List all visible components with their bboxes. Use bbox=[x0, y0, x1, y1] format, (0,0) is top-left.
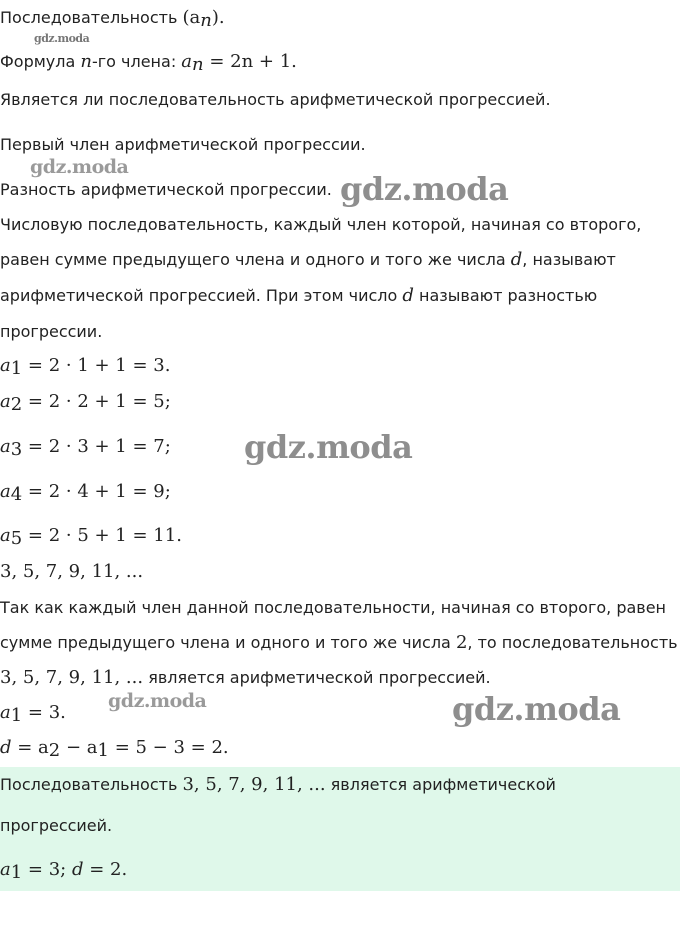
math: a bbox=[0, 391, 11, 412]
equation-a2 bbox=[0, 391, 171, 415]
explanation-line bbox=[0, 668, 491, 688]
math: = 3; bbox=[22, 859, 72, 880]
task-line-formula bbox=[0, 51, 297, 75]
math: a bbox=[181, 51, 193, 72]
watermark: gdz.moda bbox=[244, 428, 413, 466]
math: − a bbox=[60, 737, 98, 758]
math: a bbox=[0, 702, 11, 723]
math: = 2 · 4 + 1 = 9; bbox=[22, 481, 171, 502]
task-line-question: Является ли последовательность арифметической прогрессией. bbox=[0, 90, 551, 109]
math: = 3. bbox=[22, 702, 66, 723]
math-sub: 2 bbox=[10, 394, 23, 415]
math-sub: 2 bbox=[48, 740, 61, 761]
math: = 2. bbox=[83, 859, 128, 880]
math-sub: 1 bbox=[10, 705, 23, 726]
math: ). bbox=[211, 7, 225, 28]
math-sub: 1 bbox=[10, 358, 23, 379]
definition-line: Числовую последовательность, каждый член которой, начиная со второго, bbox=[0, 215, 642, 234]
math-sub: 5 bbox=[10, 528, 23, 549]
text: сумме предыдущего члена и одного и того же числа bbox=[0, 633, 456, 652]
math: = 2 · 5 + 1 = 11. bbox=[22, 525, 182, 546]
math: d bbox=[0, 737, 12, 758]
text: Последовательность bbox=[0, 775, 183, 794]
math: a bbox=[0, 355, 11, 376]
math: a bbox=[0, 525, 11, 546]
math: (a bbox=[182, 7, 201, 28]
explanation-line bbox=[0, 633, 678, 653]
equation-a3 bbox=[0, 436, 171, 460]
math: a bbox=[0, 481, 11, 502]
math-sub: n bbox=[192, 54, 204, 75]
math: a bbox=[0, 436, 11, 457]
text: равен сумме предыдущего члена и одного и того же числа bbox=[0, 250, 511, 269]
math: a bbox=[0, 859, 11, 880]
math: = 2 · 2 + 1 = 5; bbox=[22, 391, 171, 412]
equation-a4 bbox=[0, 481, 171, 505]
difference-line bbox=[0, 737, 229, 761]
math: d bbox=[71, 859, 84, 880]
text: является арифметической bbox=[325, 775, 556, 794]
watermark: gdz.moda bbox=[340, 170, 509, 208]
text: Формула bbox=[0, 52, 81, 71]
task-line-sequence bbox=[0, 7, 225, 31]
math: 2 bbox=[455, 632, 468, 653]
sequence-line: 3, 5, 7, 9, 11, ... bbox=[0, 561, 144, 582]
math: 3, 5, 7, 9, 11, ... bbox=[0, 667, 144, 688]
watermark: gdz.moda bbox=[34, 32, 90, 45]
math-sub: 3 bbox=[10, 439, 23, 460]
first-term-line bbox=[0, 702, 66, 726]
math: = 2 · 1 + 1 = 3. bbox=[22, 355, 171, 376]
math-sub: 1 bbox=[97, 740, 109, 761]
math: = 5 − 3 = 2. bbox=[108, 737, 229, 758]
answer-values-line bbox=[0, 859, 128, 883]
math: d bbox=[402, 285, 414, 306]
explanation-line: Так как каждый член данной последовательности, начиная со второго, равен bbox=[0, 598, 667, 617]
text: -го члена: bbox=[91, 52, 182, 71]
definition-line bbox=[0, 250, 616, 270]
text: , называют bbox=[522, 250, 616, 269]
answer-line: прогрессией. bbox=[0, 816, 113, 835]
math-sub: n bbox=[200, 10, 212, 31]
definition-line: прогрессии. bbox=[0, 322, 103, 341]
text: арифметической прогрессией. При этом число bbox=[0, 286, 403, 305]
text: называют разностью bbox=[413, 286, 598, 305]
math-sub: 4 bbox=[10, 484, 23, 505]
math: 3, 5, 7, 9, 11, ... bbox=[182, 774, 326, 795]
math: = 2n + 1. bbox=[203, 51, 297, 72]
text: Последовательность bbox=[0, 8, 183, 27]
math: = 2 · 3 + 1 = 7; bbox=[22, 436, 171, 457]
equation-a1 bbox=[0, 355, 171, 379]
text: является арифметической прогрессией. bbox=[143, 668, 491, 687]
math: n bbox=[80, 51, 92, 72]
definition-line bbox=[0, 286, 597, 306]
text: , то последовательность bbox=[467, 633, 678, 652]
task-line-difference: Разность арифметической прогрессии. bbox=[0, 180, 332, 199]
equation-a5 bbox=[0, 525, 182, 549]
watermark: gdz.moda bbox=[30, 156, 129, 178]
watermark: gdz.moda bbox=[452, 690, 621, 728]
math: d bbox=[510, 249, 523, 270]
answer-line bbox=[0, 775, 556, 795]
math-sub: 1 bbox=[10, 862, 23, 883]
math: = a bbox=[11, 737, 49, 758]
task-line-first-term: Первый член арифметической прогрессии. bbox=[0, 135, 366, 154]
watermark: gdz.moda bbox=[108, 690, 207, 712]
